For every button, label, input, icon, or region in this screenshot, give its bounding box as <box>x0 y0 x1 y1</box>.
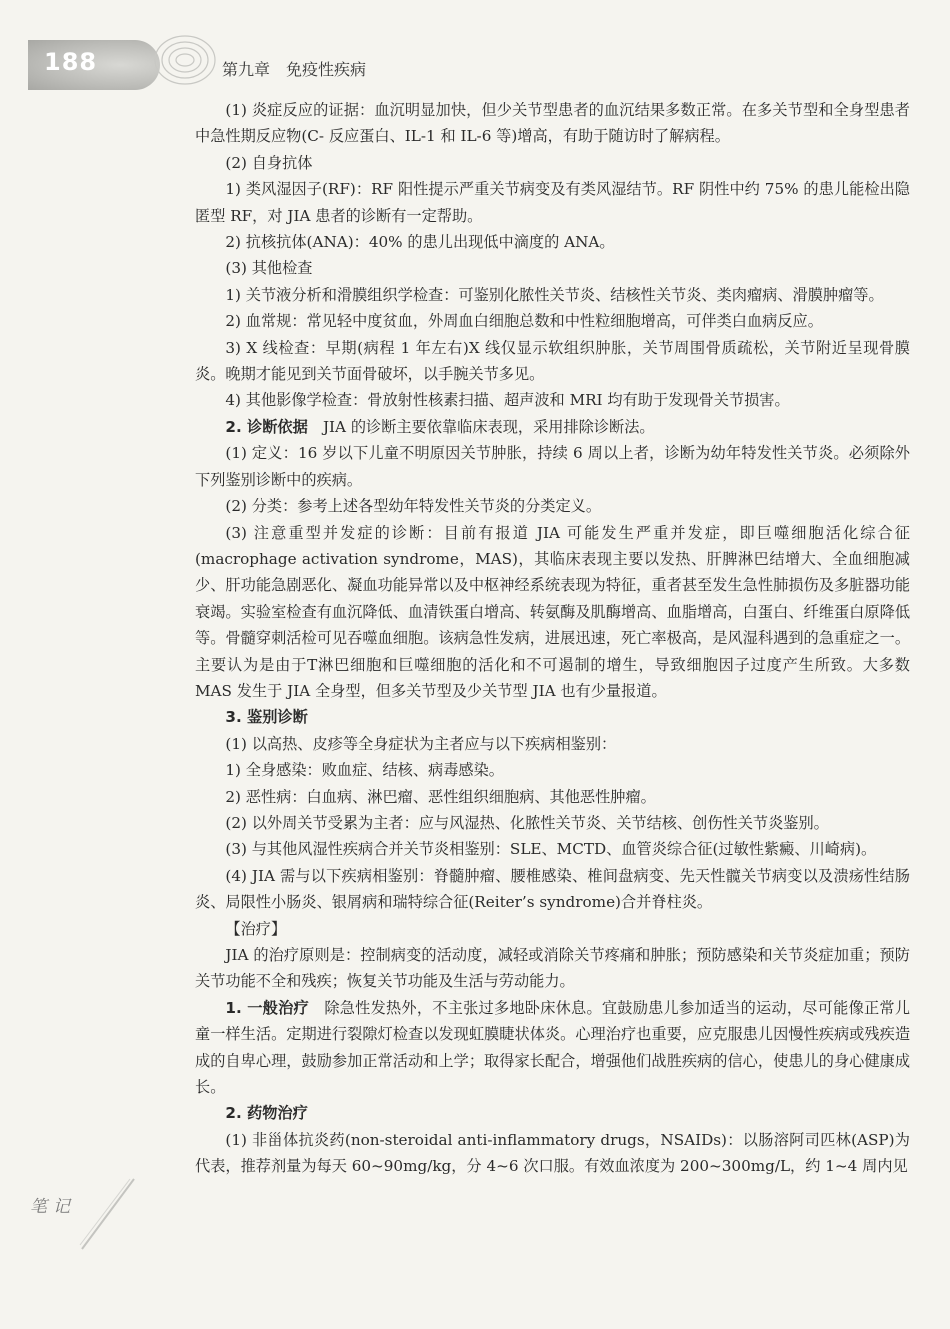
paragraph: (1) 定义：16 岁以下儿童不明原因关节肿胀，持续 6 周以上者，诊断为幼年特发性关节炎。必须除外下列鉴别诊断中的疾病。 <box>195 444 910 489</box>
paragraph: (2) 分类：参考上述各型幼年特发性关节炎的分类定义。 <box>225 497 602 516</box>
chapter-title: 第九章 免疫性疾病 <box>222 60 367 79</box>
paragraph: (4) JIA 需与以下疾病相鉴别：脊髓肿瘤、腰椎感染、椎间盘病变、先天性髋关节病变以及溃疡性结肠炎、局限性小肠炎、银屑病和瑞特综合征(Reiter’s syndrome)合并脊柱炎。 <box>195 866 910 912</box>
section-intro: JIA 的诊断主要依靠临床表现，采用排除诊断法。 <box>322 417 655 436</box>
paragraph: (1) 以高热、皮疹等全身症状为主者应与以下疾病相鉴别： <box>225 734 617 753</box>
section-heading: 3. 鉴别诊断 <box>225 708 308 727</box>
paragraph: JIA 的治疗原则是：控制病变的活动度，减轻或消除关节疼痛和肿胀；预防感染和关节炎症加重；预防关节功能不全和残疾；恢复关节功能及生活与劳动能力。 <box>195 946 910 991</box>
paragraph: 2) 恶性病：白血病、淋巴瘤、恶性组织细胞病、其他恶性肿瘤。 <box>225 787 656 806</box>
section-heading: 1. 一般治疗 <box>225 998 309 1017</box>
paragraph: 1) 全身感染：败血症、结核、病毒感染。 <box>225 761 504 780</box>
paragraph-text: 除急性发热外，不主张过多地卧床休息。宜鼓励患儿参加适当的运动，尽可能像正常儿童一样生活。定期进行裂隙灯检查以发现虹膜睫状体炎。心理治疗也重要，应克服患儿因慢性疾病或残疾造成的自卑心理，鼓励参加正常活动和上学；取得家长配合，增强他们战胜疾病的信心，使患儿的身心健康成长。 <box>195 998 911 1097</box>
section-heading: 2. 药物治疗 <box>225 1104 308 1123</box>
paragraph: (1) 非甾体抗炎药(non-steroidal anti-inflammatory drugs，NSAIDs)：以肠溶阿司匹林(ASP)为代表，推荐剂量为每天 60~90mg/kg，分 4~6 次口服。有效血浓度为 200~300mg/L，约 1~4 周内见 <box>195 1130 910 1176</box>
paragraph: 2) 抗核抗体(ANA)：40% 的患儿出现低中滴度的 ANA。 <box>225 233 615 252</box>
page-number: 188 <box>44 48 98 76</box>
diagnosis-section <box>195 414 910 440</box>
paragraph: (3) 其他检查 <box>225 259 313 278</box>
paragraph: (2) 自身抗体 <box>225 153 313 172</box>
general-treatment-section <box>195 995 910 1101</box>
paragraph: (3) 与其他风湿性疾病合并关节炎相鉴别：SLE、MCTD、血管炎综合征(过敏性紫癜、川崎病)。 <box>225 840 877 859</box>
paragraph: (1) 炎症反应的证据：血沉明显加快，但少关节型患者的血沉结果多数正常。在多关节型和全身型患者中急性期反应物(C- 反应蛋白、IL-1 和 IL-6 等)增高，有助于随访时了解病程。 <box>195 101 910 146</box>
paragraph: 1) 类风湿因子(RF)：RF 阳性提示严重关节病变及有类风湿结节。RF 阴性中约 75% 的患儿能检出隐匿型 RF，对 JIA 患者的诊断有一定帮助。 <box>195 180 910 225</box>
paragraph: 2) 血常规：常见轻中度贫血，外周血白细胞总数和中性粒细胞增高，可伴类白血病反应。 <box>225 312 823 331</box>
swirl-decoration-icon <box>150 30 220 90</box>
margin-note-label: 笔记 <box>30 1197 76 1217</box>
pen-decoration-icon <box>70 1175 140 1255</box>
paragraph: (3) 注意重型并发症的诊断：目前有报道 JIA 可能发生严重并发症，即巨噬细胞活化综合征(macrophage activation syndrome，MAS)，其临床表现主要以发热、肝脾淋巴结增大、全血细胞减少、肝功能急剧恶化、凝血功能异常以及中枢神经系统表现为特征，重者甚至发生急性肺损伤及多脏器功能衰竭。实验室检查有血沉降低、血清铁蛋白增高、转氨酶及肌酶增高、血脂增高，白蛋白、纤维蛋白原降低等。骨髓穿刺活检可见吞噬血细胞。该病急性发病，进展迅速，死亡率极高，是风湿科遇到的急重症之一。主要认为是由于T淋巴细胞和巨噬细胞的活化和不可遏制的增生，导致细胞因子过度产生所致。大多数 MAS 发生于 JIA 全身型，但多关节型及少关节型 JIA 也有少量报道。 <box>195 523 910 700</box>
page-body <box>195 97 910 1180</box>
paragraph: 4) 其他影像学检查：骨放射性核素扫描、超声波和 MRI 均有助于发现骨关节损害。 <box>225 391 790 410</box>
treatment-heading: 【治疗】 <box>225 919 287 938</box>
paragraph: (2) 以外周关节受累为主者：应与风湿热、化脓性关节炎、关节结核、创伤性关节炎鉴别。 <box>225 813 829 832</box>
paragraph: 1) 关节液分析和滑膜组织学检查：可鉴别化脓性关节炎、结核性关节炎、类肉瘤病、滑膜肿瘤等。 <box>225 285 884 304</box>
paragraph: 3) X 线检查：早期(病程 1 年左右)X 线仅显示软组织肿胀，关节周围骨质疏松，关节附近呈现骨膜炎。晚期才能见到关节面骨破坏，以手腕关节多见。 <box>195 338 910 384</box>
section-heading: 2. 诊断依据 <box>225 417 308 436</box>
